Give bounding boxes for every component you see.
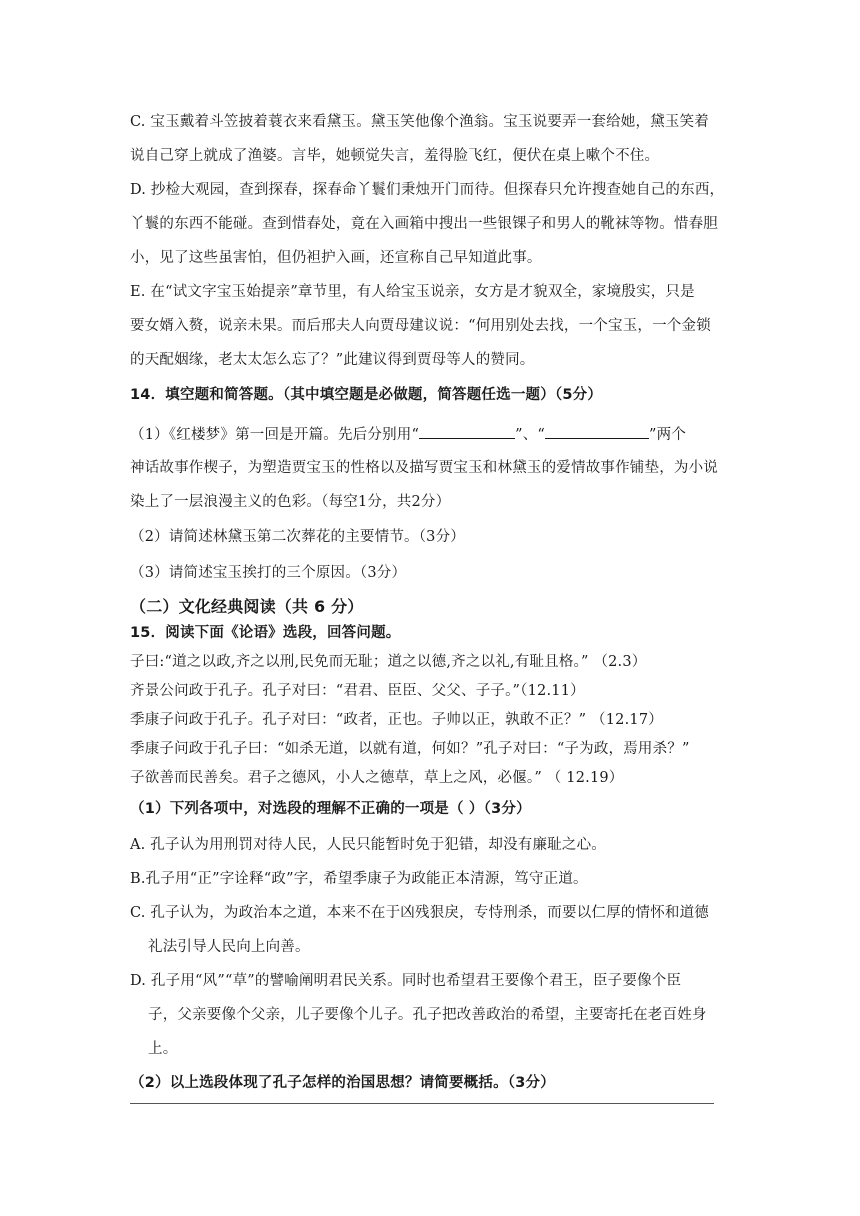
q15-option-c-line1: C. 孔子认为，为政治本之道，本来不在于凶残狠戾，专恃刑杀，而要以仁厚的情怀和道德	[130, 905, 709, 921]
answer-line[interactable]	[130, 1103, 714, 1104]
q15-sub2-question: （2）以上选段体现了孔子怎样的治国思想？请简要概括。（3分）	[130, 1075, 555, 1091]
q15-quote-4-line1: 季康子问政于孔子曰：“如杀无道，以就有道，何如？”孔子对曰：“子为政，焉用杀？”	[130, 741, 690, 757]
q13-option-c-line2: 说自己穿上就成了渔婆。言毕，她顿觉失言，羞得脸飞红，便伏在桌上嗽个不住。	[130, 148, 660, 164]
q15-option-c-line2: 礼法引导人民向上向善。	[148, 939, 310, 955]
q15-sub1-question: （1）下列各项中，对选段的理解不正确的一项是（ ）（3分）	[130, 801, 531, 817]
q13-option-e-line2: 要女婿入赘，说亲未果。而后邢夫人向贾母建议说：“何用别处去找，一个宝玉，一个金锁	[130, 318, 711, 334]
q15-quote-2: 齐景公问政于孔子。孔子对曰：“君君、臣臣、父父、子子。”（12.11）	[130, 683, 585, 699]
q14-title: 14．填空题和简答题。（其中填空题是必做题，简答题任选一题）（5分）	[130, 387, 603, 403]
q14-part1-text-c: ”两个	[649, 427, 687, 443]
q15-option-a: A. 孔子认为用刑罚对待人民，人民只能暂时免于犯错，却没有廉耻之心。	[130, 837, 606, 853]
q13-option-e-line3: 的天配姻缘，老太太怎么忘了？”此建议得到贾母等人的赞同。	[130, 352, 535, 368]
answer-blank-1[interactable]	[419, 424, 515, 439]
q13-option-d-line1: D. 抄检大观园，查到探春，探春命丫鬟们秉烛开门而待。但探春只允许搜查她自己的东西，	[130, 182, 725, 198]
q14-part3: （3）请简述宝玉挨打的三个原因。（3分）	[130, 565, 407, 581]
q15-option-d-line2: 子，父亲要像个父亲，儿子要像个儿子。孔子把改善政治的希望，主要寄托在老百姓身	[148, 1007, 707, 1023]
q13-option-c-line1: C. 宝玉戴着斗笠披着蓑衣来看黛玉。黛玉笑他像个渔翁。宝玉说要弄一套给她，黛玉笑着	[130, 114, 709, 130]
q15-title: 15．阅读下面《论语》选段，回答问题。	[130, 625, 401, 641]
q15-quote-3: 季康子问政于孔子。孔子对曰：“政者，正也。子帅以正，孰敢不正？” （12.17）	[130, 712, 663, 728]
q15-quote-4-line2: 子欲善而民善矣。君子之德风，小人之德草，草上之风，必偃。” （ 12.19）	[130, 770, 624, 786]
q13-option-e-line1: E. 在“试文字宝玉始提亲”章节里，有人给宝玉说亲，女方是才貌双全，家境殷实，只是	[130, 284, 695, 300]
q13-option-d-line3: 小，见了这些虽害怕，但仍袒护入画，还宣称自己早知道此事。	[130, 250, 542, 266]
q15-option-b: B.孔子用“正”字诠释“政”字，希望季康子为政能正本清源，笃守正道。	[130, 871, 588, 887]
q14-part2: （2）请简述林黛玉第二次葬花的主要情节。（3分）	[130, 529, 465, 545]
section-title-culture-reading: （二）文化经典阅读（共 6 分）	[130, 597, 364, 616]
q15-option-d-line1: D. 孔子用“风”“草”的譬喻阐明君民关系。同时也希望君王要像个君王，臣子要像个臣	[130, 973, 682, 989]
answer-blank-2[interactable]	[545, 424, 649, 439]
q13-option-d-line2: 丫鬟的东西不能碰。查到惜春处，竟在入画箱中搜出一些银锞子和男人的靴袜等物。惜春胆	[130, 216, 718, 232]
q14-part1-line2: 神话故事作楔子，为塑造贾宝玉的性格以及描写贾宝玉和林黛玉的爱情故事作铺垫，为小说	[130, 460, 718, 476]
q15-option-d-line3: 上。	[148, 1041, 178, 1057]
q15-quote-1: 子曰:“道之以政,齐之以刑,民免而无耻；道之以德,齐之以礼,有耻且格。” （2.3）	[130, 654, 647, 670]
q14-part1-line3: 染上了一层浪漫主义的色彩。（每空1分，共2分）	[130, 494, 451, 510]
q14-part1-line1	[130, 424, 686, 445]
q14-part1-text-b: ”、“	[515, 427, 546, 443]
q14-part1-text-a: （1）《红楼梦》第一回是开篇。先后分别用“	[130, 427, 420, 443]
